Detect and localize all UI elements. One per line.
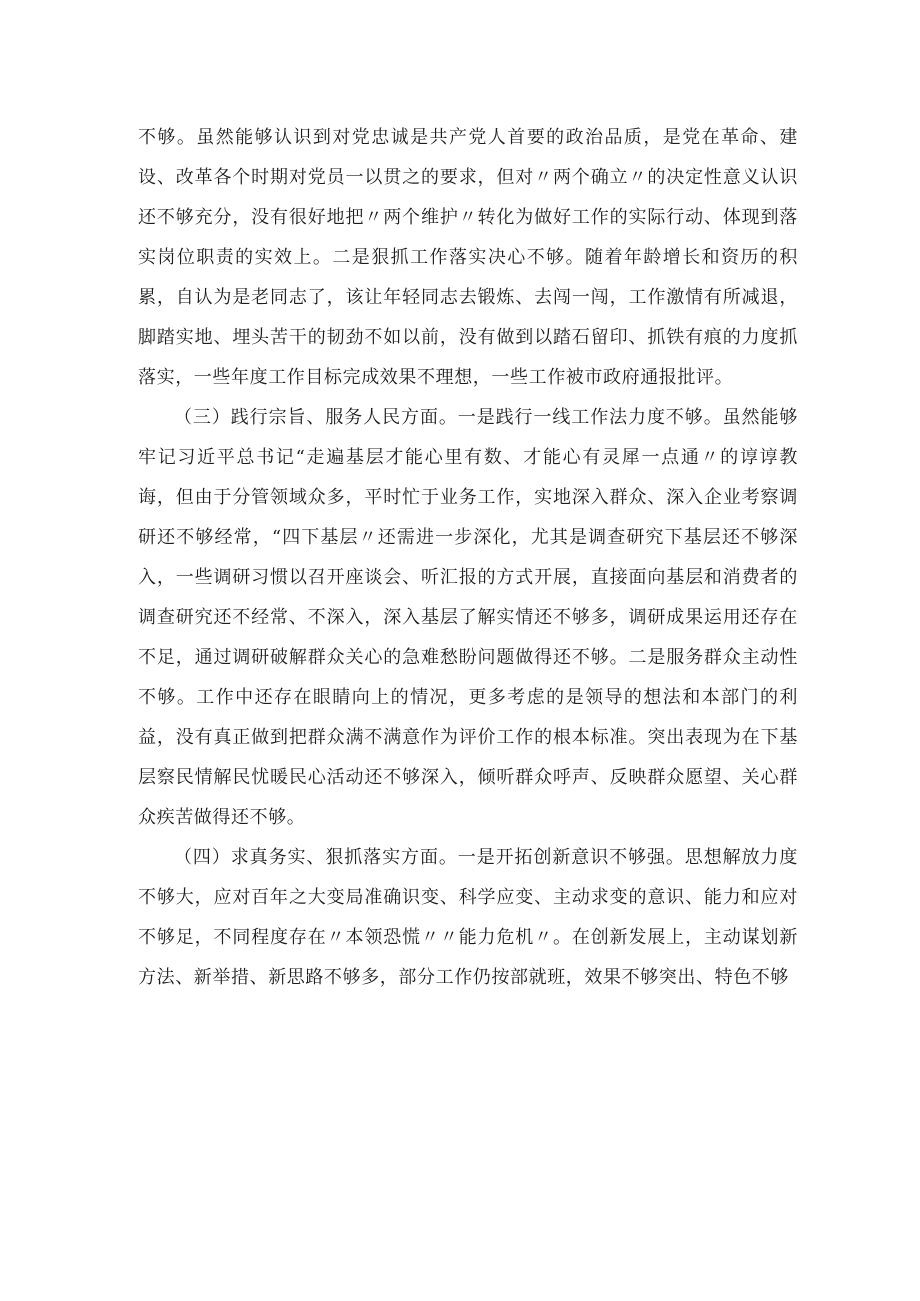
paragraph-loyalty-continued: 不够。虽然能够认识到对党忠诚是共产党人首要的政治品质，是党在革命、建设、改革各个时期对党员一以贯之的要求，但对〃两个确立〃的决定性意义认识还不够充分，没有很好地把〃两个维护〃转化为做好工作的实际行动、体现到落实岗位职责的实效上。二是狠抓工作落实决心不够。随着年龄增长和资历的积累，自认为是老同志了，该让年轻同志去锻炼、去闯一闯，工作激情有所减退，脚踏实地、埋头苦干的韧劲不如以前，没有做到以踏石留印、抓铁有痕的力度抓落实，一些年度工作目标完成效果不理想，一些工作被市政府通报批评。 bbox=[138, 127, 798, 388]
paragraph-serve-people: （三）践行宗旨、服务人民方面。一是践行一线工作法力度不够。虽然能够牢记习近平总书记“走遍基层才能心里有数、才能心有灵犀一点通〃的谆谆教诲，但由于分管领域众多，平时忙于业务工作，实地深入群众、深入企业考察调研还不够经常，“四下基层〃还需进一步深化，尤其是调查研究下基层还不够深入，一些调研习惯以召开座谈会、听汇报的方式开展，直接面向基层和消费者的调查研究还不经常、不深入，深入基层了解实情还不够多，调研成果运用还存在不足，通过调研破解群众关心的急难愁盼问题做得还不够。二是服务群众主动性不够。工作中还存在眼睛向上的情况，更多考虑的是领导的想法和本部门的利益，没有真正做到把群众满不满意作为评价工作的根本标准。突出表现为在下基层察民情解民忧暖民心活动还不够深入，倾听群众呼声、反映群众愿望、关心群众疾苦做得还不够。 bbox=[138, 407, 798, 828]
document-body bbox=[138, 118, 798, 998]
paragraph-pragmatic-work: （四）求真务实、狠抓落实方面。一是开拓创新意识不够强。思想解放力度不够大，应对百年之大变局准确识变、科学应变、主动求变的意识、能力和应对不够足，不同程度存在〃本领恐慌〃〃能力危机〃。在创新发展上，主动谋划新方法、新举措、新思路不够多，部分工作仍按部就班，效果不够突出、特色不够 bbox=[138, 847, 798, 988]
